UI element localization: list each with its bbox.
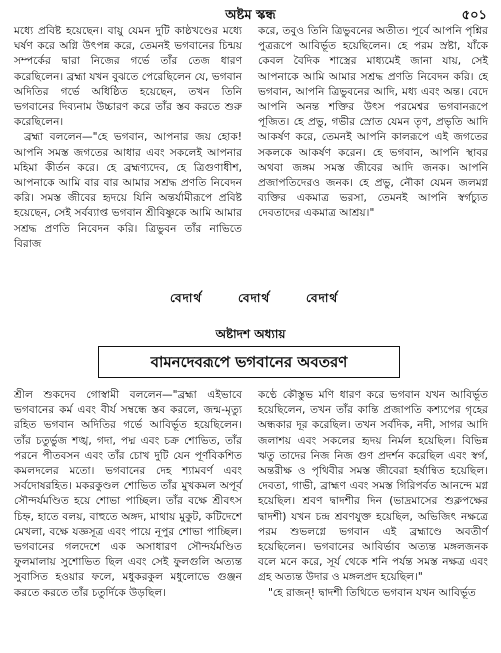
running-head-title: অষ্টম স্কন্ধ <box>225 8 276 23</box>
page-number: ৫০১ <box>461 8 487 23</box>
top-right-column <box>258 24 488 286</box>
paragraph: ব্রহ্মা বললেন—"হে ভগবান, আপনার জয় হোক! আপনি সমস্ত জগতের আধার এবং সকলেই আপনার মহিমা কীর্তন করে। হে ব্রহ্মণ্যদেব, হে ত্রিগুণাধীশ, আপনাকে আমি বার বার আমার সশ্রদ্ধ প্রণতি নিবেদন করি। সমস্ত জীবের হৃদয়ে যিনি অন্তর্যামীরূপে প্রবিষ্ট হয়েছেন, সেই সর্বব্যাপ্ত ভগবান শ্রীবিষ্ণুকে আমি আমার সশ্রদ্ধ প্রণতি নিবেদন করি। ত্রিভুবন তাঁর নাভিতে বিরাজ <box>14 131 242 250</box>
bottom-left-column <box>14 388 242 648</box>
paragraph: শ্রীল শুকদেব গোস্বামী বললেন—"ব্রহ্মা এইভাবে ভগবানের কর্ম এবং বীর্য সম্বন্ধে স্তব করলে, জন্ম-মৃত্যু রহিত ভগবান অদিতির গর্ভে আবির্ভূত হয়েছিলেন। তাঁর চতুর্ভুজ শঙ্খ, গদা, পদ্ম এবং চক্র শোভিত, তাঁর পরনে পীতবসন এবং তাঁর চোখ দুটি যেন পূর্ণবিকশিত কমলদলের মতো। ভগবানের দেহ শ্যামবর্ণ এবং সর্বদোষরহিত। মকরকুণ্ডল শোভিত তাঁর মুখকমল অপূর্ব সৌন্দর্যমণ্ডিত হয়ে শোভা পাচ্ছিল। তাঁর বক্ষে শ্রীবৎস চিহ্ন, হাতে বলয়, বাহুতে অঙ্গদ, মাথায় মুকুট, কটিদেশে মেখলা, বক্ষে যজ্ঞসূত্র এবং পায়ে নূপুর শোভা পাচ্ছিল। ভগবানের গলদেশে এক অসাধারণ সৌন্দর্যমণ্ডিত ফুলমালায় সুশোভিত ছিল এবং সেই ফুলগুলি অত্যন্ত সুবাসিত হওয়ার ফলে, মধুকরকুল মধুলোভে গুঞ্জন করতে করতে তাঁর চতুর্দিকে উড়ছিল। <box>14 389 242 599</box>
ornament: বেদার্থ <box>238 291 271 305</box>
paragraph: মধ্যে প্রবিষ্ট হয়েছেন। বায়ু যেমন দুটি কাষ্ঠখণ্ডের মধ্যে ঘর্ষণ করে অগ্নি উৎপন্ন করে, তেমনই ভগবানের চিন্ময় সম্পর্কের দ্বারা নিজের গর্ভে তাঁর তেজ ধারণ করেছিলেন। ব্রহ্মা যখন বুঝতে পেরেছিলেন যে, ভগবান অদিতির গর্ভে অধিষ্ঠিত হয়েছেন, তখন তিনি ভগবানের দিব্যনাম উচ্চারণ করে তাঁর স্তব করতে শুরু করেছিলেন। <box>14 25 242 129</box>
section-divider <box>0 290 501 312</box>
paragraph: করে, তবুও তিনি ত্রিভুবনের অতীত। পূর্বে আপনি পৃশ্নির পুত্ররূপে আবির্ভূত হয়েছিলেন। হে পরম স্রষ্টা, যাঁকে কেবল বৈদিক শাস্ত্রের মাধ্যমেই জানা যায়, সেই আপনাকে আমি আমার সশ্রদ্ধ প্রণতি নিবেদন করি। হে ভগবান, আপনি ত্রিভুবনের আদি, মধ্য এবং অন্ত। বেদে আপনি অনন্ত শক্তির উৎস পরমেশ্বর ভগবানরূপে পূজিত। হে প্রভু, গভীর স্রোত যেমন তৃণ, প্রভৃতি আদি আকর্ষণ করে, তেমনই আপনি কালরূপে এই জগতের সকলকে আকর্ষণ করেন। হে ভগবান, আপনি স্থাবর অথবা জঙ্গম সমস্ত জীবের আদি জনক। আপনি প্রজাপতিদেরও জনক। হে প্রভু, নৌকা যেমন জলমগ্ন ব্যক্তির একমাত্র ভরসা, তেমনই আপনি স্বর্গচ্যুত দেবতাদের একমাত্র আশ্রয়।" <box>258 25 488 220</box>
paragraph: "হে রাজন্‌! দ্বাদশী তিথিতে ভগবান যখন আবির্ভূত <box>268 586 476 599</box>
ornament: বেদার্থ <box>306 291 339 305</box>
paragraph: কণ্ঠে কৌস্তুভ মণি ধারণ করে ভগবান যখন আবির্ভূত হয়েছিলেন, তখন তাঁর কান্তি প্রজাপতি কশ্যপের গৃহের অন্ধকার দূর করেছিল। তখন সর্বদিক, নদী, সাগর আদি জলাশয় এবং সকলের হৃদয় নির্মল হয়েছিল। বিভিন্ন ঋতু তাদের নিজ নিজ গুণ প্রদর্শন করেছিল এবং স্বর্গ, অন্তরীক্ষ ও পৃথিবীর সমস্ত জীবেরা হর্ষান্বিত হয়েছিল। দেবতা, গাভী, ব্রাহ্মণ এবং সমস্ত গিরিপর্বত আনন্দে মগ্ন হয়েছিল। শ্রবণ দ্বাদশীর দিন (ভাদ্রমাসের শুক্লপক্ষের দ্বাদশী) যখন চন্দ্র শ্রবণযুক্ত হয়েছিল, অভিজিৎ নক্ষত্রে পরম শুভলগ্নে ভগবান এই ব্রহ্মাণ্ডে অবতীর্ণ হয়েছিলেন। ভগবানের আবির্ভাব অত্যন্ত মঙ্গলজনক বলে মনে করে, সূর্য থেকে শনি পর্যন্ত সমস্ত নক্ষত্র এবং গ্রহ অত্যন্ত উদার ও মঙ্গলপ্রদ হয়েছিল।" <box>258 389 488 584</box>
chapter-number: অষ্টাদশ অধ্যায় <box>215 327 286 341</box>
running-header <box>0 6 501 24</box>
bottom-right-column <box>258 388 488 648</box>
top-left-column <box>14 24 242 286</box>
chapter-title: বামনদেবরূপে ভগবানের অবতরণ <box>98 346 400 378</box>
ornament: বেদার্থ <box>170 291 203 305</box>
